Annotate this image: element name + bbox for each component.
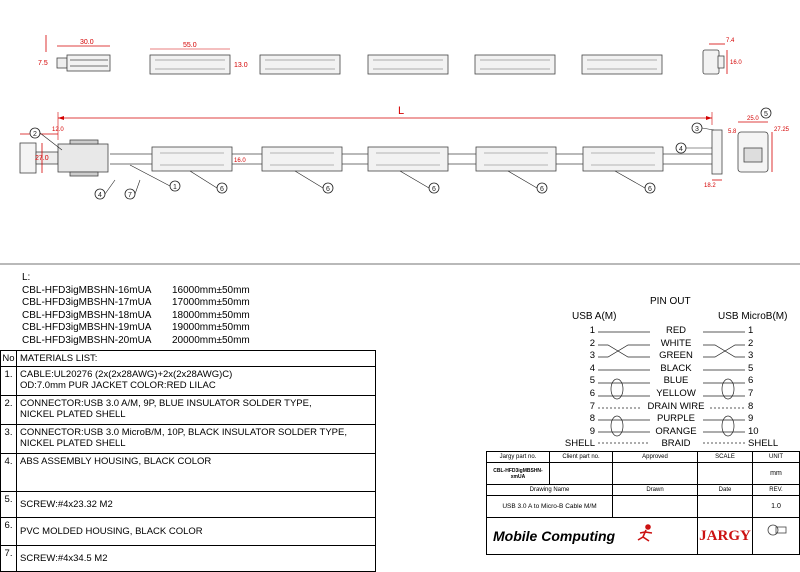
length-table: L: CBL-HFD3igMBSHN-16mUA 16000mm±50mm CBL-HFD3igMBSHN-17mUA 17000mm±50mm CBL-HFD3igMBSHN-18mUA 18000mm±50mm CBL-HFD3igMBSHN-19mUA 19000mm±50mm CBL-HFD3igMBSHN-20mUA 20000mm±50mm — [22, 272, 250, 346]
dim-left-w: 12.0 — [52, 127, 64, 133]
dim-housing-h: 13.0 — [234, 62, 248, 69]
svg-text:6: 6 — [326, 186, 330, 193]
pinout-right-header: USB MicroB(M) — [718, 311, 788, 322]
dim-plug-len: 30.0 — [80, 39, 94, 46]
svg-text:6: 6 — [220, 186, 224, 193]
dim-right-h: 27.25 — [774, 127, 790, 133]
pinout-left-header: USB A(M) — [572, 311, 617, 322]
pinout-wire-names: RED WHITE GREEN BLACK BLUE YELLOW DRAIN WIRE PURPLE ORANGE BRAID — [647, 325, 705, 450]
top-plug-view — [57, 46, 110, 71]
brand-computing: Computing — [541, 528, 616, 544]
usb-a-connector — [20, 134, 108, 176]
svg-text:5: 5 — [764, 111, 768, 118]
cable-housings — [152, 147, 663, 171]
micro-top-view — [703, 44, 727, 74]
svg-text:2: 2 — [33, 131, 37, 138]
dim-right-bottom: 18.2 — [704, 183, 716, 189]
pinout-left-pins: 1 2 3 4 5 6 7 8 9 SHELL — [564, 325, 595, 450]
svg-text:6: 6 — [540, 186, 544, 193]
dim-left-h: 27.0 — [35, 155, 49, 162]
dim-overall-len: L — [398, 105, 405, 117]
dim-micro-w: 7.4 — [726, 38, 735, 44]
brand-jargy: JARGY — [698, 518, 753, 555]
pinout-title: PIN OUT — [650, 296, 691, 307]
brand-mobile: Mobile — [493, 528, 538, 544]
svg-text:7: 7 — [128, 192, 132, 199]
pinout-right-pins: 1 2 3 5 6 7 8 9 10 SHELL — [748, 325, 779, 450]
dim-housing-len: 55.0 — [183, 42, 197, 49]
svg-text:1: 1 — [173, 184, 177, 191]
materials-table: No MATERIALS LIST: 1. CABLE:UL20276 (2x(2x28AWG)+2x(2x28AWG)C) OD:7.0mm PUR JACKET COLOR:RED LILAC 2. CONNECTOR:USB 3.0 A/M, 9P, BLUE INSULATOR SOLDER TYPE, NICKEL PLATED SHELL 3. CONNECTOR:USB 3.0 MicroB/M, 10P, BLACK INSULATOR SOLDER TYPE, NICKEL PLATED SHELL 4. ABS ASSEMBLY HOUSING, BLACK COLOR 5. SCREW:#4x23.32 M2 6. PVC MOLDED HOUSING, BLACK COLOR 7. SCREW:#4x34.5 M2 — [0, 350, 376, 572]
svg-text:4: 4 — [98, 192, 102, 199]
dim-micro-h: 16.0 — [730, 60, 742, 66]
svg-text:3: 3 — [695, 126, 699, 133]
length-heading: L: — [22, 272, 31, 283]
dim-right-w: 25.0 — [747, 116, 759, 122]
usb-microb-connector — [712, 122, 772, 180]
svg-text:4: 4 — [679, 146, 683, 153]
top-housing — [150, 55, 662, 74]
dim-plug-h: 7.5 — [38, 60, 48, 67]
svg-text:6: 6 — [432, 186, 436, 193]
dim-right-small: 5.8 — [728, 129, 737, 135]
dim-housing-h2: 16.0 — [234, 158, 246, 164]
title-block: Jargy part no. Client part no. Approved SCALE UNIT CBL-HFD3igMBSHN-xmUA mm Drawing Name Drawn Date REV. USB 3.0 A to Micro-B Cable M/M 1.0 Mobile Computing JARGY — [486, 451, 800, 555]
svg-text:6: 6 — [648, 186, 652, 193]
